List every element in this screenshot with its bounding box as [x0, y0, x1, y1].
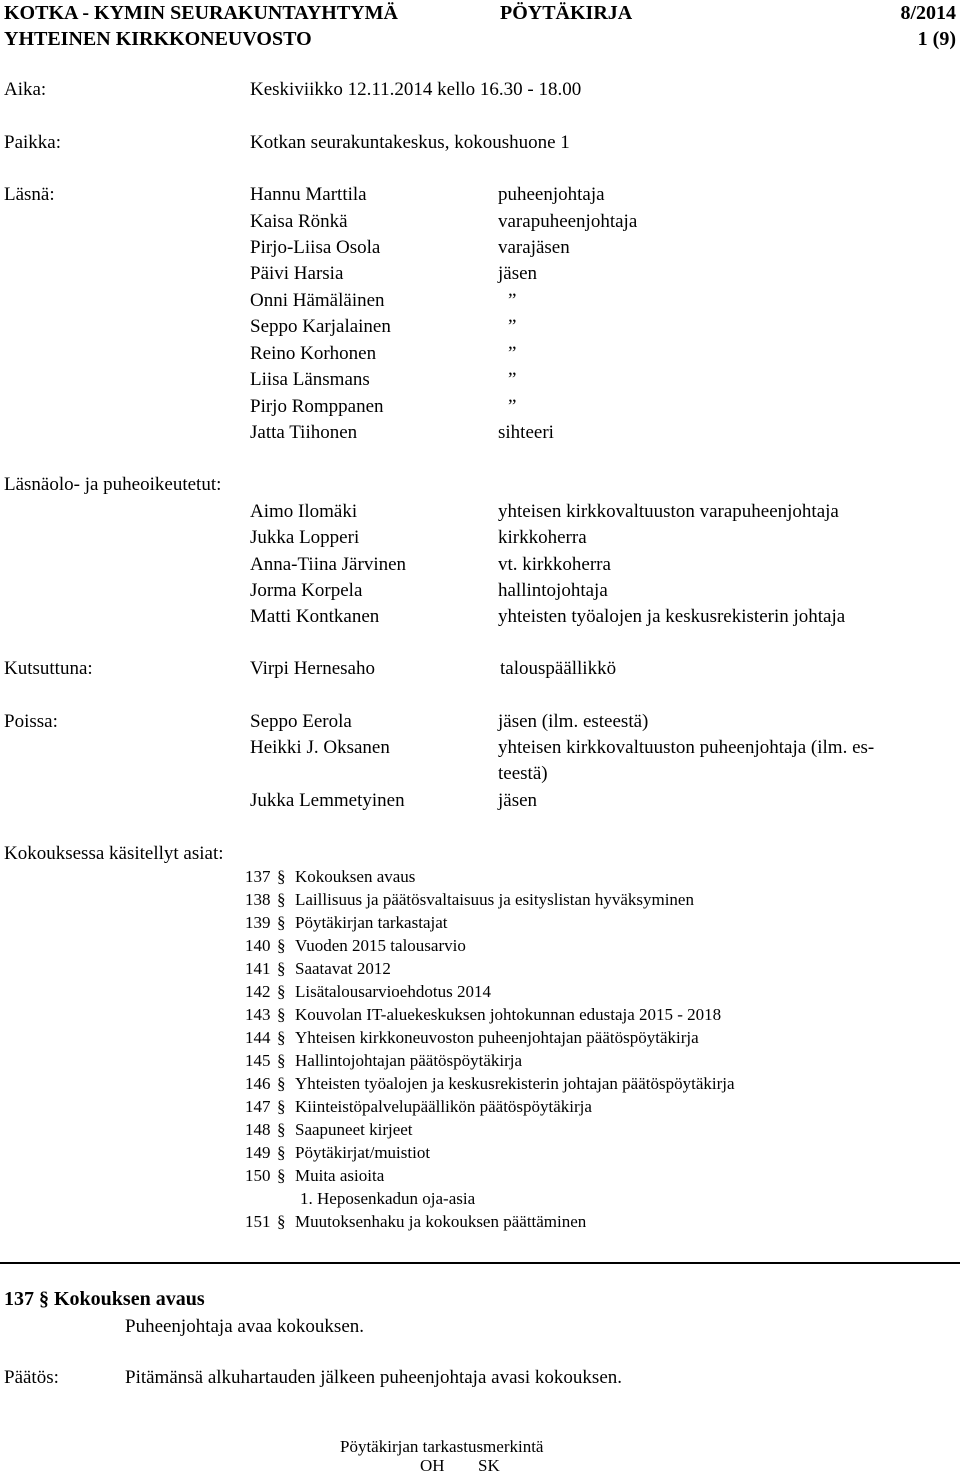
agenda-subitem: 1. Heposenkadun oja-asia — [300, 1189, 476, 1208]
place-label: Paikka: — [4, 132, 61, 153]
agenda-item-title: Saatavat 2012 — [295, 959, 391, 978]
agenda-item-number: 151 — [245, 1212, 271, 1231]
agenda-item-title: Hallintojohtajan päätöspöytäkirja — [295, 1051, 523, 1070]
present-label: Läsnä: — [4, 184, 55, 205]
present-name: Kaisa Rönkä — [250, 211, 348, 232]
present-name: Pirjo Romppanen — [250, 396, 384, 417]
entitled-name: Jorma Korpela — [250, 580, 363, 601]
agenda-item-title: Pöytäkirjan tarkastajat — [295, 913, 448, 932]
footer-initials-1: OH — [420, 1456, 445, 1475]
present-name: Jatta Tiihonen — [250, 422, 358, 443]
present-role: puheenjohtaja — [498, 184, 605, 205]
agenda-item-number: 149 — [245, 1143, 271, 1162]
agenda-item-title: Muita asioita — [295, 1166, 385, 1185]
place-value: Kotkan seurakuntakeskus, kokoushuone 1 — [250, 132, 570, 153]
agenda-item-number: 145 — [245, 1051, 271, 1070]
present-name: Päivi Harsia — [250, 263, 344, 284]
agenda-item-title: Vuoden 2015 talousarvio — [295, 936, 466, 955]
entitled-role: yhteisten työalojen ja keskusrekisterin johtaja — [498, 606, 846, 627]
absent-name: Seppo Eerola — [250, 711, 352, 732]
section-sign: § — [277, 1212, 286, 1231]
ditto-mark: ” — [508, 396, 517, 417]
footer-label: Pöytäkirjan tarkastusmerkintä — [340, 1437, 544, 1456]
section-divider — [0, 1262, 960, 1264]
agenda-item-number: 144 — [245, 1028, 271, 1047]
agenda-item-number: 139 — [245, 913, 271, 932]
page-number: 1 (9) — [917, 28, 956, 50]
time-label: Aika: — [4, 79, 47, 100]
agenda-item-title: Kiinteistöpalvelupäällikön päätöspöytäkirja — [295, 1097, 592, 1116]
section-sign: § — [277, 936, 286, 955]
absent-name: Jukka Lemmetyinen — [250, 790, 405, 811]
entitled-name: Anna-Tiina Järvinen — [250, 554, 407, 575]
agenda-item-title: Lisätalousarvioehdotus 2014 — [295, 982, 491, 1001]
invited-label: Kutsuttuna: — [4, 658, 93, 679]
invited-role: talouspäällikkö — [500, 658, 617, 679]
entitled-name: Aimo Ilomäki — [250, 501, 358, 522]
agenda-item-number: 142 — [245, 982, 271, 1001]
agenda-item-number: 138 — [245, 890, 271, 909]
decision-text: Pitämänsä alkuhartauden jälkeen puheenjohtaja avasi kokouksen. — [125, 1367, 623, 1388]
agenda-item-title: Yhteisen kirkkoneuvoston puheenjohtajan päätöspöytäkirja — [295, 1028, 699, 1047]
agenda-item-title: Saapuneet kirjeet — [295, 1120, 413, 1139]
present-role: varajäsen — [498, 237, 570, 258]
agenda-item-number: 150 — [245, 1166, 271, 1185]
org-name: KOTKA - KYMIN SEURAKUNTAYHTYMÄ — [4, 2, 398, 24]
ditto-mark: ” — [508, 343, 517, 364]
agenda-item-title: Kokouksen avaus — [295, 867, 416, 886]
present-role: sihteeri — [498, 422, 554, 443]
entitled-role: kirkkoherra — [498, 527, 587, 548]
ditto-mark: ” — [508, 316, 517, 337]
section-sign: § — [277, 867, 286, 886]
agenda-label: Kokouksessa käsitellyt asiat: — [4, 843, 224, 864]
entitled-role: yhteisen kirkkovaltuuston varapuheenjohtaja — [498, 501, 839, 522]
invited-name: Virpi Hernesaho — [250, 658, 375, 679]
entitled-name: Jukka Lopperi — [250, 527, 360, 548]
absent-role: jäsen (ilm. esteestä) — [498, 711, 649, 732]
absent-name: Heikki J. Oksanen — [250, 737, 390, 758]
agenda-item-number: 137 — [245, 867, 271, 886]
council-name: YHTEINEN KIRKKONEUVOSTO — [4, 28, 312, 50]
agenda-item-title: Kouvolan IT-aluekeskuksen johtokunnan edustaja 2015 - 2018 — [295, 1005, 722, 1024]
entitled-name: Matti Kontkanen — [250, 606, 380, 627]
time-value: Keskiviikko 12.11.2014 kello 16.30 - 18.00 — [250, 79, 582, 100]
agenda-item-title: Yhteisten työalojen ja keskusrekisterin johtajan päätöspöytäkirja — [295, 1074, 735, 1093]
section-sign: § — [277, 1051, 286, 1070]
absent-role: yhteisen kirkkovaltuuston puheenjohtaja (ilm. es- — [498, 737, 875, 758]
present-name: Reino Korhonen — [250, 343, 377, 364]
section-sign: § — [277, 890, 286, 909]
ditto-mark: ” — [508, 290, 517, 311]
section-heading: 137 § Kokouksen avaus — [4, 1288, 205, 1310]
agenda-item-number: 141 — [245, 959, 271, 978]
section-sign: § — [277, 1074, 286, 1093]
entitled-label: Läsnäolo- ja puheoikeutetut: — [4, 474, 222, 495]
section-sign: § — [277, 982, 286, 1001]
absent-role: jäsen — [498, 790, 538, 811]
section-sign: § — [277, 913, 286, 932]
present-name: Hannu Marttila — [250, 184, 367, 205]
agenda-item-title: Pöytäkirjat/muistiot — [295, 1143, 431, 1162]
absent-role-continued: teestä) — [498, 763, 548, 784]
present-role: jäsen — [498, 263, 538, 284]
entitled-role: hallintojohtaja — [498, 580, 608, 601]
present-name: Onni Hämäläinen — [250, 290, 385, 311]
section-sign: § — [277, 1166, 286, 1185]
ditto-mark: ” — [508, 369, 517, 390]
section-sign: § — [277, 1120, 286, 1139]
present-name: Pirjo-Liisa Osola — [250, 237, 381, 258]
decision-label: Päätös: — [4, 1367, 59, 1388]
section-sign: § — [277, 959, 286, 978]
section-sign: § — [277, 1143, 286, 1162]
agenda-item-number: 148 — [245, 1120, 271, 1139]
entitled-role: vt. kirkkoherra — [498, 554, 611, 575]
present-role: varapuheenjohtaja — [498, 211, 638, 232]
doc-type: PÖYTÄKIRJA — [500, 2, 633, 24]
agenda-item-number: 140 — [245, 936, 271, 955]
doc-number: 8/2014 — [900, 2, 956, 24]
footer-initials-2: SK — [478, 1456, 500, 1475]
present-name: Liisa Länsmans — [250, 369, 370, 390]
section-sign: § — [277, 1005, 286, 1024]
section-sign: § — [277, 1028, 286, 1047]
absent-label: Poissa: — [4, 711, 58, 732]
agenda-item-number: 143 — [245, 1005, 271, 1024]
section-sign: § — [277, 1097, 286, 1116]
present-name: Seppo Karjalainen — [250, 316, 391, 337]
section-text: Puheenjohtaja avaa kokouksen. — [125, 1316, 365, 1337]
agenda-item-number: 147 — [245, 1097, 271, 1116]
agenda-item-number: 146 — [245, 1074, 271, 1093]
agenda-item-title: Laillisuus ja päätösvaltaisuus ja esityslistan hyväksyminen — [295, 890, 694, 909]
agenda-item-title: Muutoksenhaku ja kokouksen päättäminen — [295, 1212, 587, 1231]
